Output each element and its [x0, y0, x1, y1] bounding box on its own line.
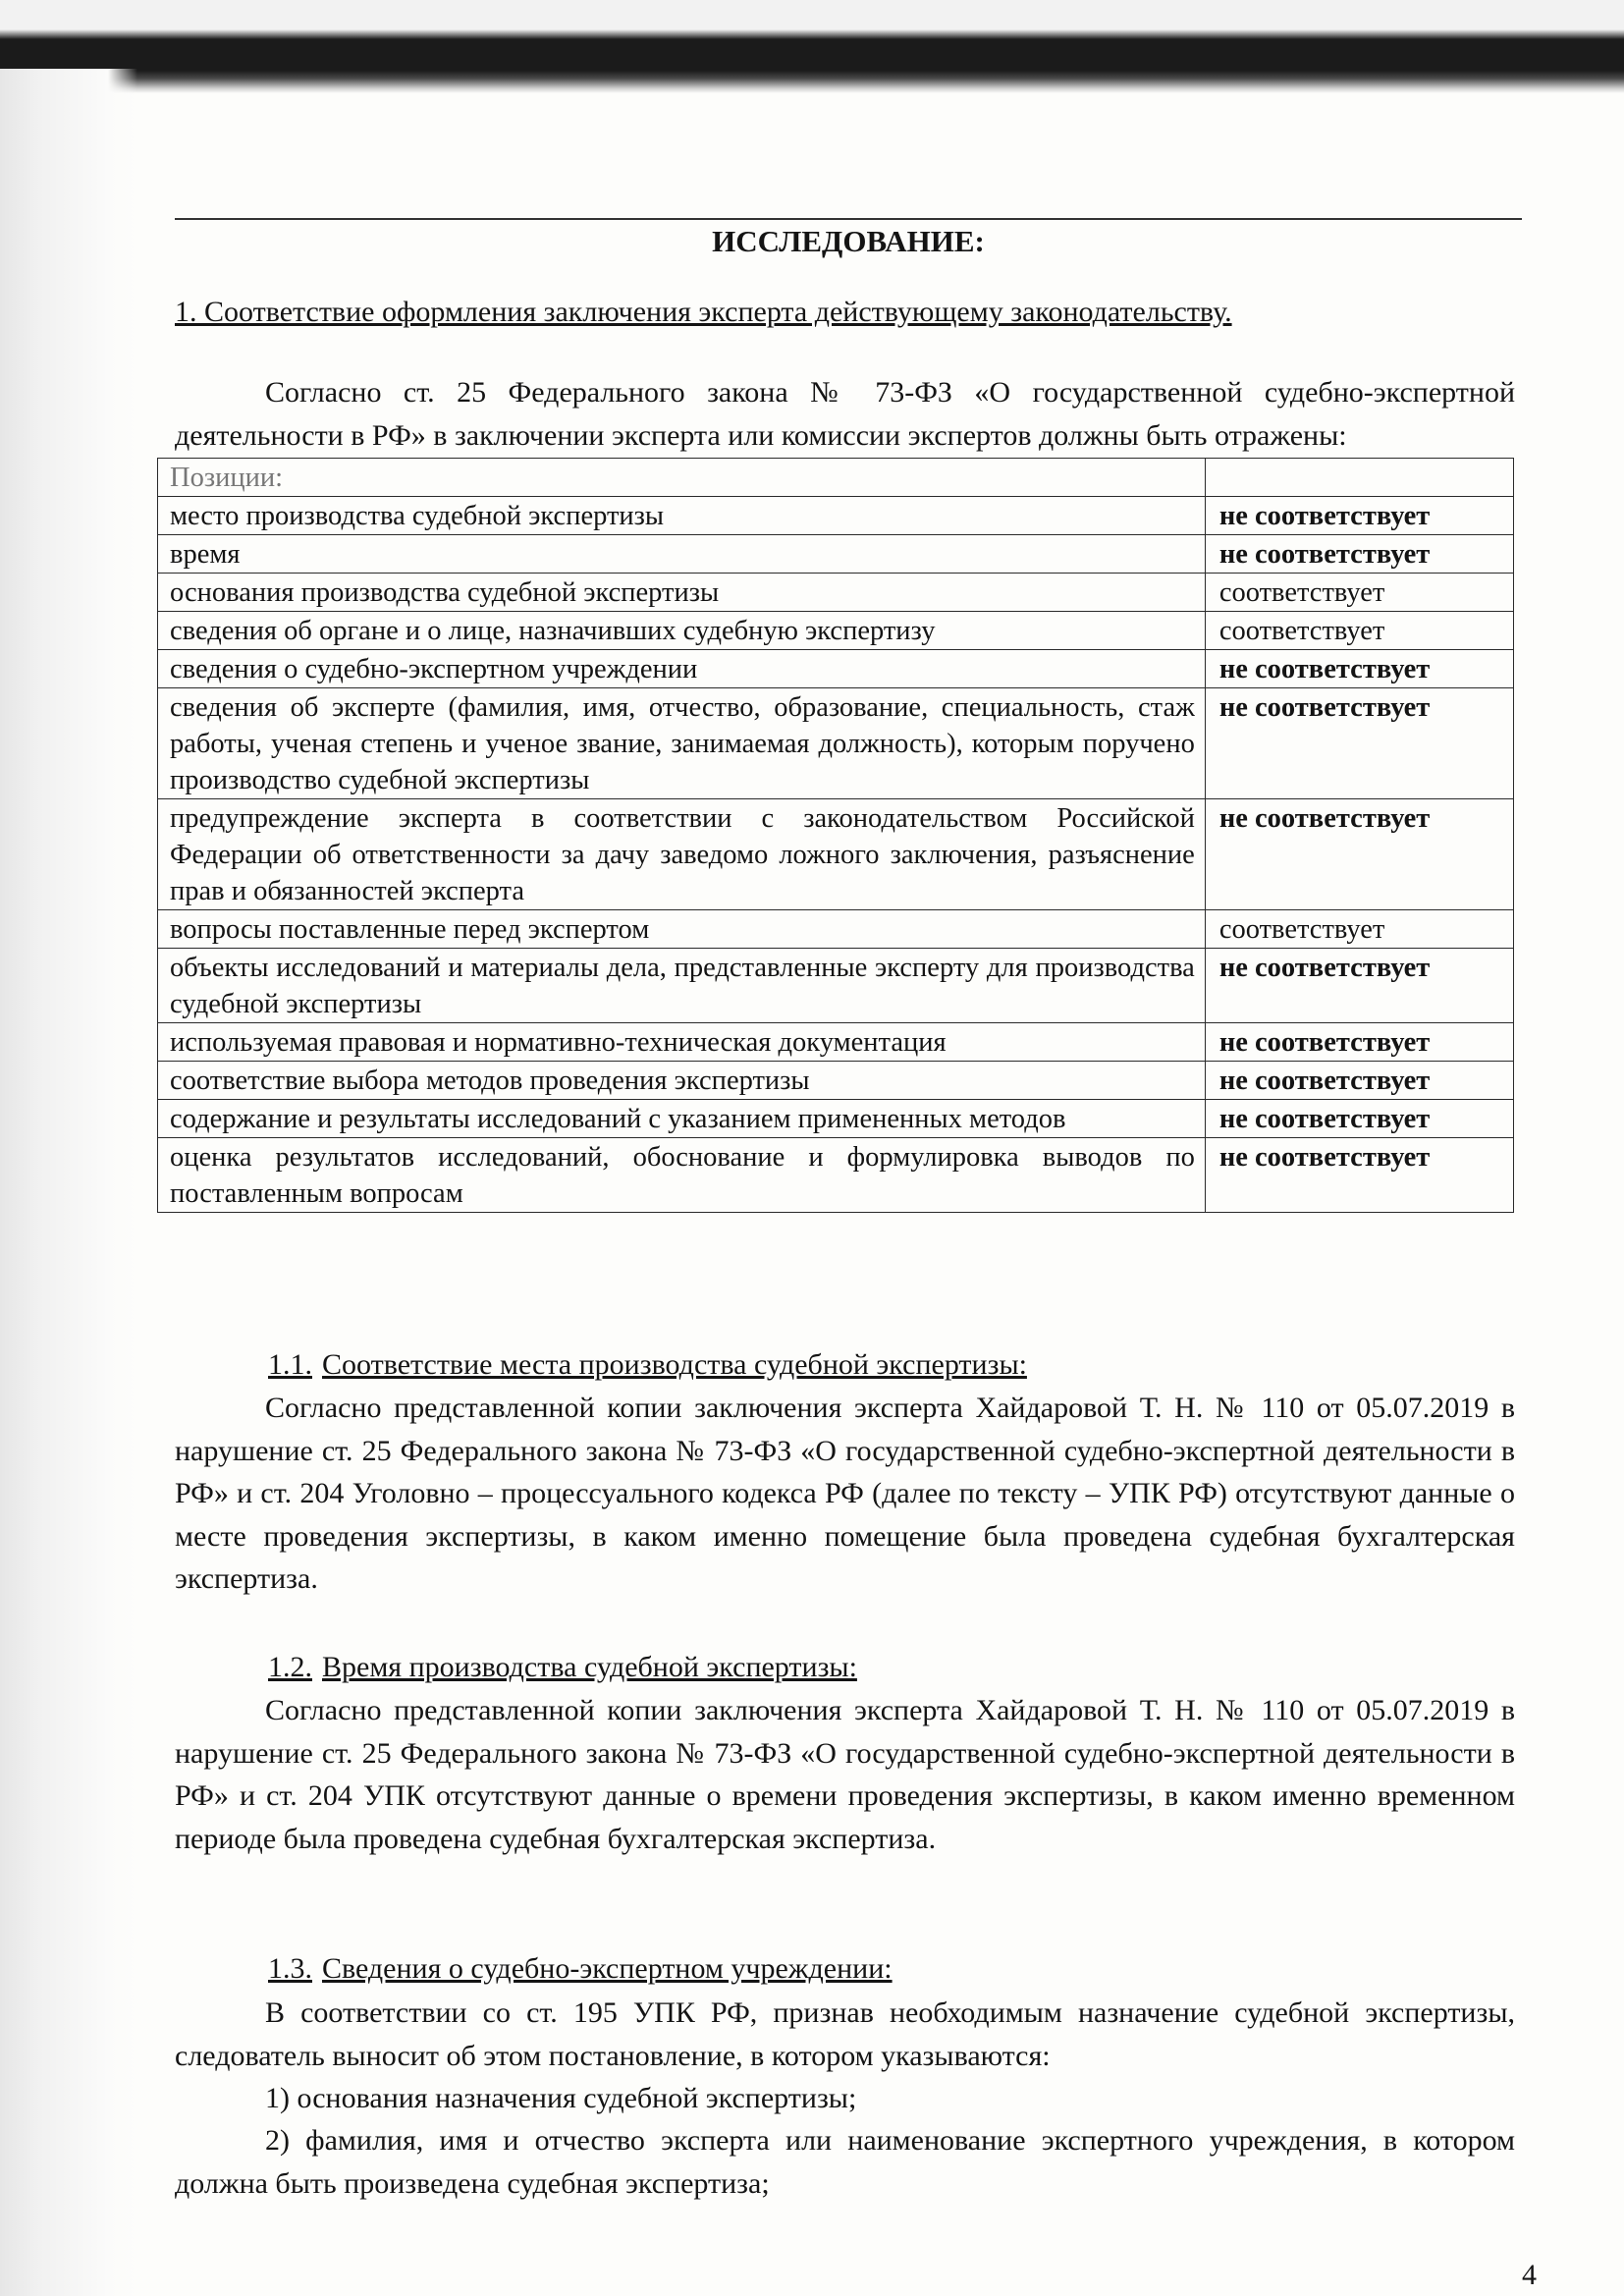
- subsection-1-2-title: [268, 1648, 857, 1687]
- subsection-1-3-title: [268, 1949, 893, 1989]
- row-status: не соответствует: [1205, 1023, 1513, 1062]
- row-status: не соответствует: [1205, 535, 1513, 574]
- table-row: [158, 535, 1514, 574]
- row-position: сведения об эксперте (фамилия, имя, отчество, образование, специальность, стаж работы, ученая степень и ученое звание, занимаемая должность), которым поручено производство судебной экспертизы: [158, 688, 1206, 799]
- section-1-intro: Согласно ст. 25 Федерального закона № 73-ФЗ «О государственной судебно-экспертной деятельности в РФ» в заключении эксперта или комиссии экспертов должны быть отражены:: [175, 376, 1515, 452]
- row-status: соответствует: [1205, 612, 1513, 650]
- row-position: сведения о судебно-экспертном учреждении: [158, 650, 1206, 688]
- subsection-1-3-item-2: 2) фамилия, имя и отчество эксперта или наименование экспертного учреждения, в котором должна быть произведена судебная экспертиза;: [175, 2124, 1515, 2200]
- row-position: место производства судебной экспертизы: [158, 497, 1206, 535]
- table-row: [158, 1100, 1514, 1138]
- row-position: основания производства судебной экспертизы: [158, 574, 1206, 612]
- table-row: [158, 612, 1514, 650]
- row-position: вопросы поставленные перед экспертом: [158, 910, 1206, 949]
- row-status: не соответствует: [1205, 949, 1513, 1023]
- row-position: время: [158, 535, 1206, 574]
- row-position: соответствие выбора методов проведения экспертизы: [158, 1062, 1206, 1100]
- table-row: [158, 1023, 1514, 1062]
- subsection-1-1-title: [268, 1345, 1027, 1385]
- table-header-status: [1205, 459, 1513, 497]
- table-row: [158, 1138, 1514, 1213]
- row-status: не соответствует: [1205, 688, 1513, 799]
- subsection-title-text: Соответствие места производства судебной экспертизы:: [322, 1348, 1027, 1381]
- subsection-1-3-text: В соответствии со ст. 195 УПК РФ, признав необходимым назначение судебной экспертизы, следователь выносит об этом постановление, в котором указываются:: [175, 1996, 1515, 2072]
- header-rule: [175, 218, 1522, 220]
- subsection-title-text: Время производства судебной экспертизы:: [322, 1651, 857, 1683]
- section-1-title: 1. Соответствие оформления заключения эксперта действующему законодательству.: [175, 296, 1232, 328]
- criteria-table: [157, 458, 1514, 1213]
- row-status: не соответствует: [1205, 799, 1513, 910]
- page-heading: ИССЛЕДОВАНИЕ:: [712, 224, 985, 258]
- row-position: используемая правовая и нормативно-техническая документация: [158, 1023, 1206, 1062]
- row-position: объекты исследований и материалы дела, представленные эксперту для производства судебной экспертизы: [158, 949, 1206, 1023]
- row-status: не соответствует: [1205, 650, 1513, 688]
- row-position: оценка результатов исследований, обоснование и формулировка выводов по поставленным вопросам: [158, 1138, 1206, 1213]
- table-row: [158, 1062, 1514, 1100]
- table-header-positions: Позиции:: [158, 459, 1206, 497]
- page-number: 4: [1522, 2259, 1537, 2291]
- subsection-number: 1.1.: [268, 1348, 312, 1381]
- table-row: [158, 949, 1514, 1023]
- row-status: не соответствует: [1205, 1138, 1513, 1213]
- subsection-number: 1.2.: [268, 1651, 312, 1683]
- table-row: [158, 688, 1514, 799]
- subsection-1-1-text: Согласно представленной копии заключения эксперта Хайдаровой Т. Н. № 110 от 05.07.2019 в нарушение ст. 25 Федерального закона № 73-ФЗ «О государственной судебно-экспертной деятельности в РФ» и ст. 204 Уголовно – процессуального кодекса РФ (далее по тексту – УПК РФ) отсутствуют данные о месте проведения экспертизы, в каком именно помещение была проведена судебная бухгалтерская экспертиза.: [175, 1392, 1515, 1595]
- row-status: соответствует: [1205, 910, 1513, 949]
- subsection-1-2-text: Согласно представленной копии заключения эксперта Хайдаровой Т. Н. № 110 от 05.07.2019 в нарушение ст. 25 Федерального закона № 73-ФЗ «О государственной судебно-экспертной деятельности в РФ» и ст. 204 УПК отсутствуют данные о времени проведения экспертизы, в каком именно временном периоде была проведена судебная бухгалтерская экспертиза.: [175, 1694, 1515, 1855]
- subsection-1-3-item-1: 1) основания назначения судебной экспертизы;: [265, 2082, 857, 2114]
- row-position: содержание и результаты исследований с указанием примененных методов: [158, 1100, 1206, 1138]
- row-status: не соответствует: [1205, 1062, 1513, 1100]
- subsection-title-text: Сведения о судебно-экспертном учреждении:: [322, 1952, 893, 1985]
- table-header-row: [158, 459, 1514, 497]
- row-position: сведения об органе и о лице, назначивших судебную экспертизу: [158, 612, 1206, 650]
- subsection-number: 1.3.: [268, 1952, 312, 1985]
- table-row: [158, 910, 1514, 949]
- table-row: [158, 799, 1514, 910]
- row-status: не соответствует: [1205, 1100, 1513, 1138]
- row-status: соответствует: [1205, 574, 1513, 612]
- row-position: предупреждение эксперта в соответствии с законодательством Российской Федерации об ответственности за дачу заведомо ложного заключения, разъяснение прав и обязанностей эксперта: [158, 799, 1206, 910]
- table-row: [158, 650, 1514, 688]
- table-row: [158, 574, 1514, 612]
- table-row: [158, 497, 1514, 535]
- row-status: не соответствует: [1205, 497, 1513, 535]
